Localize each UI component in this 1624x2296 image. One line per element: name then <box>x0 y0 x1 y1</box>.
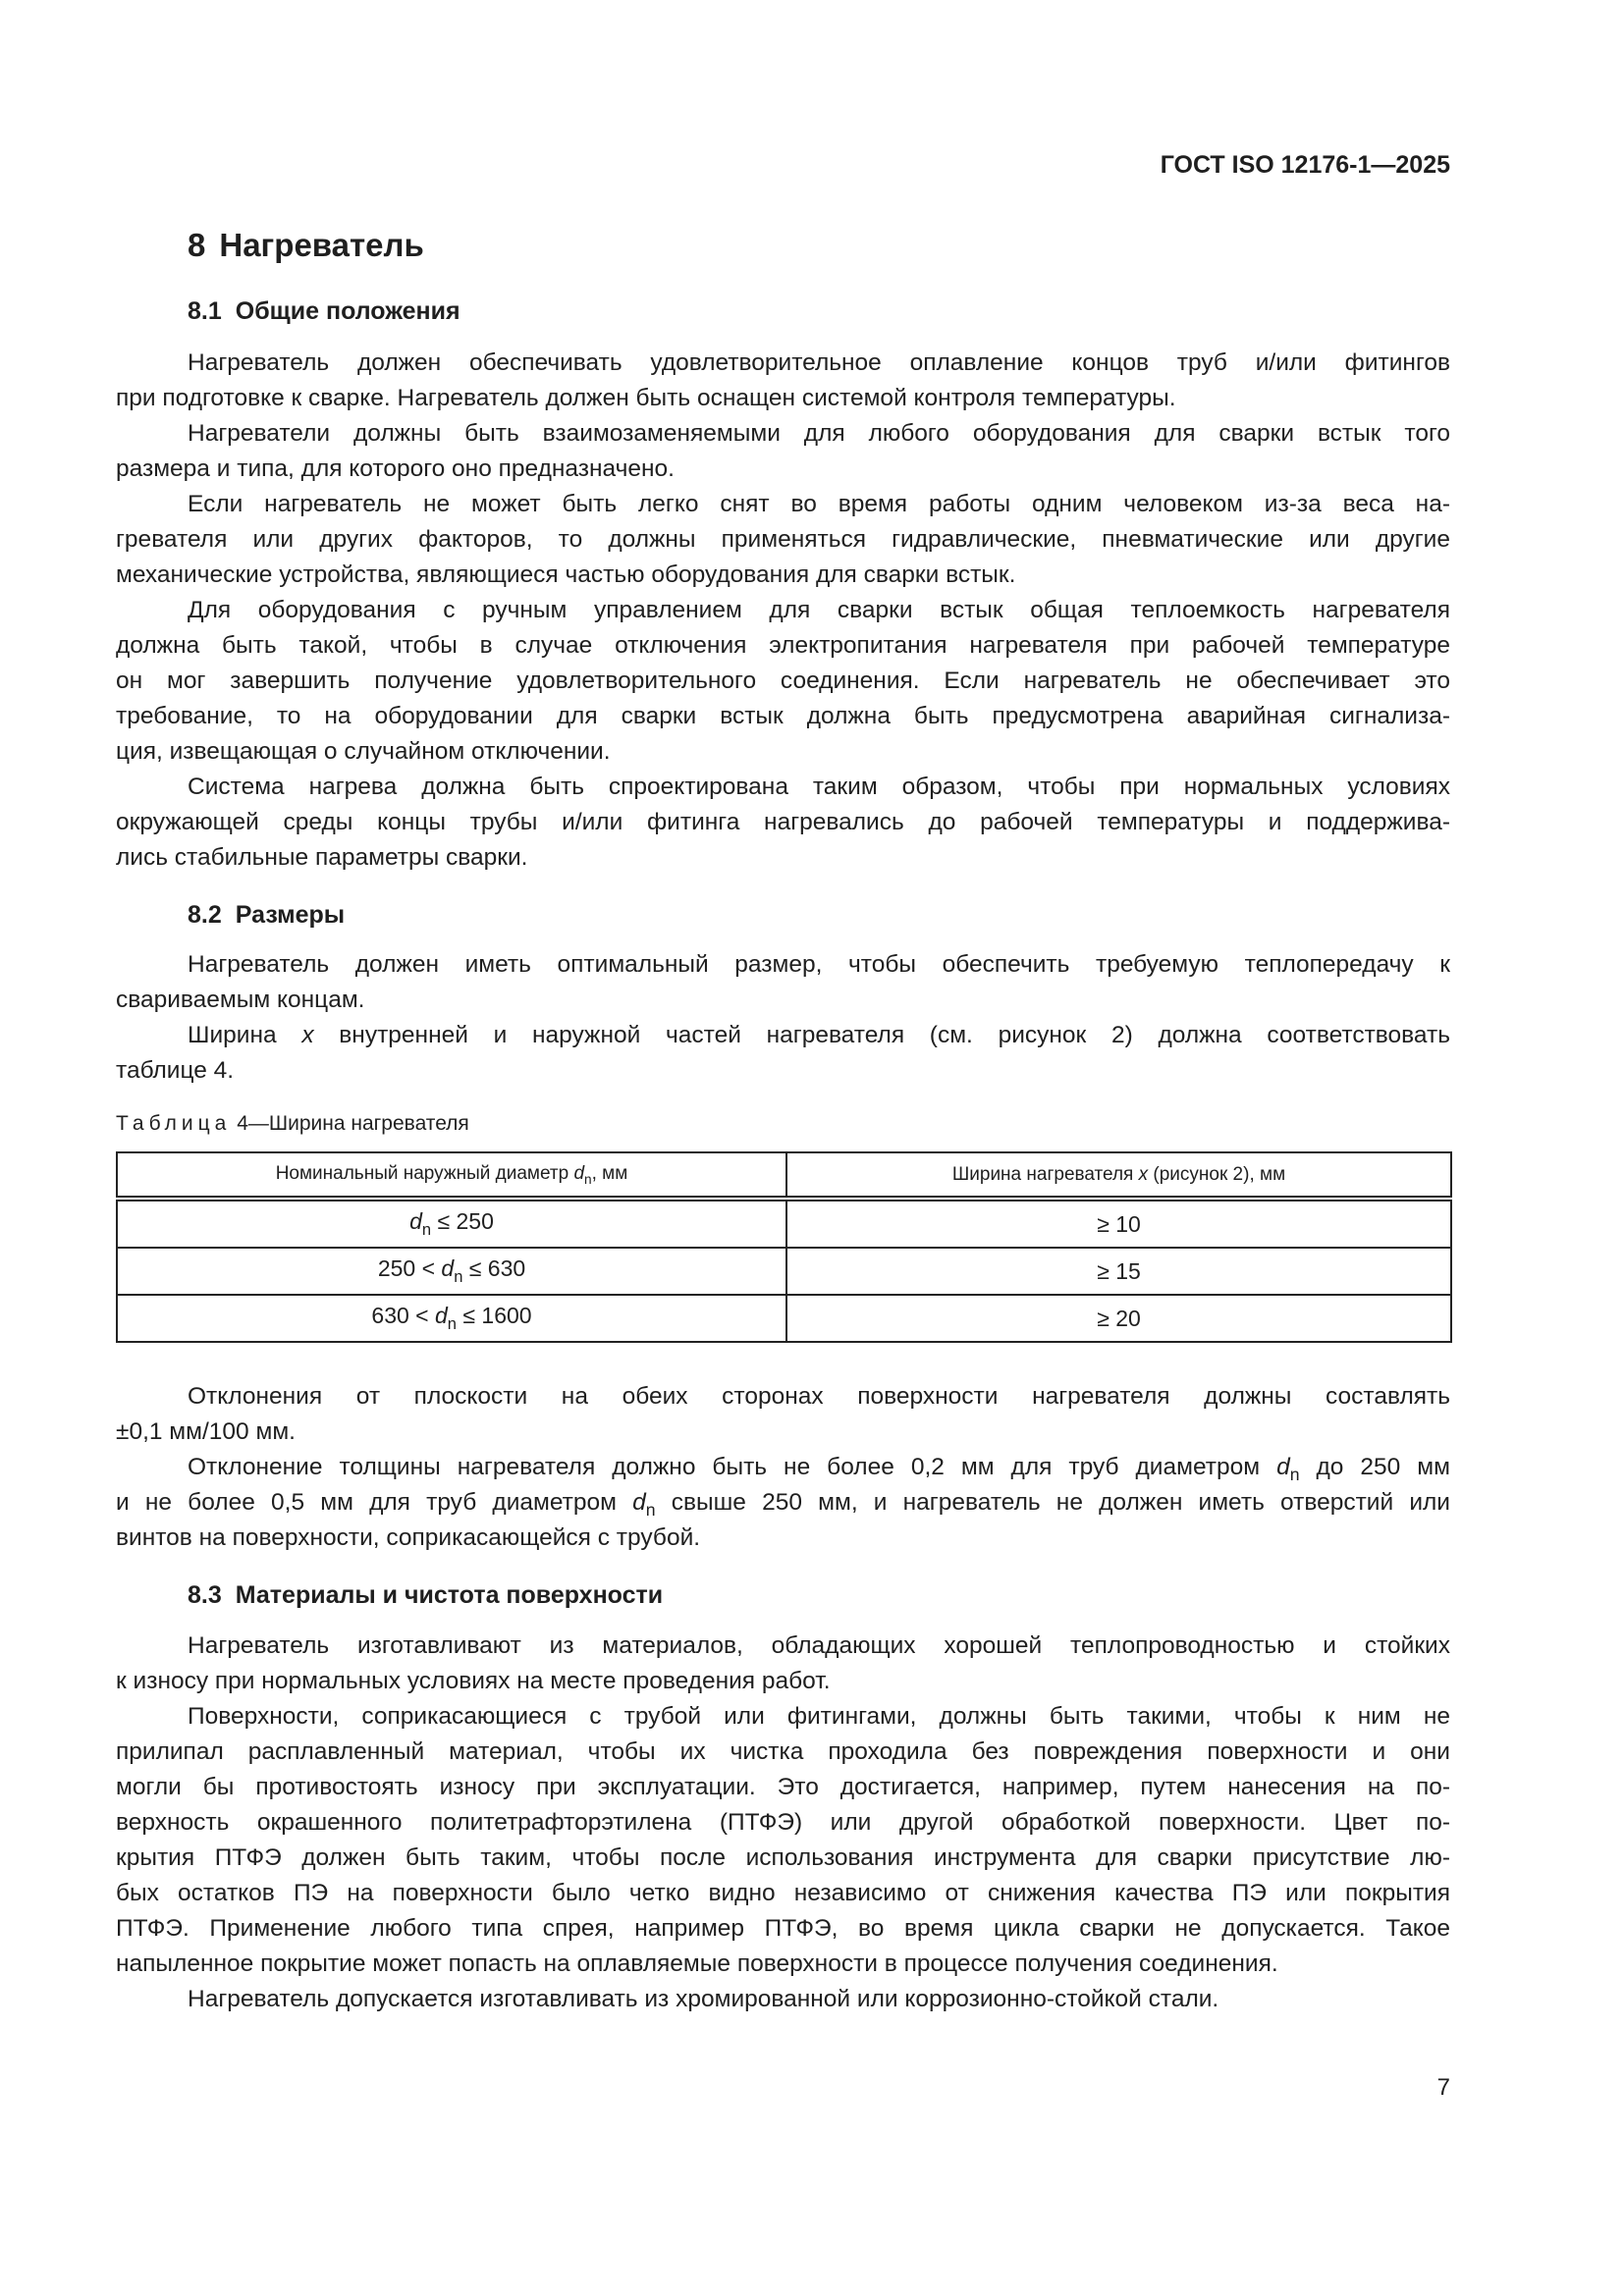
paragraph-line <box>116 840 1450 876</box>
paragraph-line <box>116 1379 1450 1415</box>
table-cell <box>117 1248 786 1295</box>
text-run: Нагреватель допускается изготавливать из хромированной или коррозионно-стойкой стали. <box>188 1986 1219 2012</box>
text-run: Поверхности, соприкасающиеся с трубой или фитингами, должны быть такими, чтобы к ним не <box>188 1703 1450 1730</box>
text-run: Для оборудования с ручным управлением для сварки встык общая теплоемкость нагревателя <box>188 597 1450 623</box>
paragraph-line <box>116 522 1450 558</box>
subsection-title: Общие положения <box>235 297 460 325</box>
math-variable: $d_n$ <box>632 1489 656 1521</box>
text-block-deviations <box>116 1379 1450 1556</box>
paragraph-line <box>116 416 1450 452</box>
column-header <box>786 1152 1451 1199</box>
text-run: размера и типа, для которого оно предназначено. <box>116 455 675 482</box>
paragraph-line <box>116 1841 1450 1876</box>
paragraph-line <box>116 770 1450 805</box>
text-run: ≤ 1600 <box>457 1303 532 1329</box>
text-run: Номинальный наружный диаметр <box>275 1162 574 1184</box>
math-variable: $d_n$ <box>1276 1454 1300 1485</box>
text-run: механические устройства, являющиеся частью оборудования для сварки встык. <box>116 561 1016 588</box>
caption-title: Ширина нагревателя <box>268 1112 469 1135</box>
paragraph-line <box>116 1699 1450 1735</box>
text-run: Система нагрева должна быть спроектирована таким образом, чтобы при нормальных условиях <box>188 774 1450 800</box>
subsection-number: 8.1 <box>188 297 222 325</box>
subsection-heading-8-2 <box>188 897 345 933</box>
text-run: окружающей среды концы трубы и/или фитинга нагревались до рабочей температуры и поддержива- <box>116 809 1450 835</box>
text-run: до 250 мм <box>1299 1454 1450 1480</box>
table-cell <box>117 1199 786 1248</box>
caption-dash: — <box>247 1112 269 1135</box>
paragraph-line <box>116 1947 1450 1982</box>
paragraph-line <box>116 983 1450 1018</box>
paragraph <box>116 487 1450 593</box>
text-run: 630 < <box>371 1303 435 1329</box>
table-cell <box>786 1199 1451 1248</box>
text-run: ≥ 15 <box>1097 1257 1141 1284</box>
subsection-heading-8-1 <box>188 294 460 329</box>
text-run: ция, извещающая о случайном отключении. <box>116 738 611 765</box>
text-run: таблице 4. <box>116 1057 235 1084</box>
text-run: напыленное покрытие может попасть на оплавляемые поверхности в процессе получения соединения. <box>116 1950 1278 1977</box>
table-caption <box>116 1107 469 1141</box>
text-run: Отклонение толщины нагревателя должно быть не более 0,2 мм для труб диаметром <box>188 1454 1277 1480</box>
table-cell <box>786 1295 1451 1342</box>
paragraph-line <box>116 346 1450 381</box>
variable-subscript: n <box>421 1219 432 1239</box>
text-run: 250 < <box>377 1255 442 1282</box>
text-run: лись стабильные параметры сварки. <box>116 844 528 871</box>
text-run: (рисунок 2), мм <box>1148 1163 1286 1185</box>
text-run: внутренней и наружной частей нагревателя (см. рисунок 2) должна соответствовать <box>313 1022 1450 1048</box>
table-row <box>117 1199 1451 1248</box>
math-variable: $d_n$ <box>441 1255 463 1286</box>
paragraph-line <box>116 1018 1450 1053</box>
text-run: прилипал расплавленный материал, чтобы их чистка проходила без повреждения поверхности и они <box>116 1738 1450 1765</box>
text-run: ≥ 10 <box>1097 1210 1141 1237</box>
text-run: ≤ 630 <box>462 1255 526 1282</box>
variable-subscript: n <box>1289 1465 1300 1485</box>
text-run: при подготовке к сварке. Нагреватель должен быть оснащен системой контроля температуры. <box>116 385 1176 411</box>
section-number: 8 <box>188 227 206 263</box>
text-run: Нагреватели должны быть взаимозаменяемыми для любого оборудования для сварки встык того <box>188 420 1450 447</box>
table-row <box>117 1248 1451 1295</box>
text-run: ≤ 250 <box>431 1208 494 1235</box>
text-run: Нагреватель изготавливают из материалов, обладающих хорошей теплопроводностью и стойких <box>188 1632 1450 1659</box>
text-run: Ширина нагревателя <box>951 1163 1139 1185</box>
paragraph <box>116 346 1450 416</box>
paragraph-line <box>116 1629 1450 1664</box>
variable-subscript: n <box>645 1500 656 1521</box>
text-run: Если нагреватель не может быть легко снят во время работы одним человеком из-за веса на- <box>188 491 1450 517</box>
table-cell <box>786 1248 1451 1295</box>
paragraph-line <box>116 593 1450 628</box>
section-heading <box>188 226 424 265</box>
text-run: верхность окрашенного политетрафторэтилена (ПТФЭ) или другой обработкой поверхности. Цвет по- <box>116 1809 1450 1836</box>
paragraph-line <box>116 1876 1450 1911</box>
text-run: свыше 250 мм, и нагреватель не должен иметь отверстий или <box>655 1489 1450 1516</box>
text-run: свариваемым концам. <box>116 987 365 1013</box>
subsection-heading-8-3 <box>188 1577 663 1613</box>
text-run: ПТФЭ. Применение любого типа спрея, например ПТФЭ, во время цикла сварки не допускается. Такое <box>116 1915 1450 1942</box>
subsection-number: 8.2 <box>188 901 222 929</box>
variable-subscript: n <box>584 1171 592 1187</box>
paragraph-line <box>116 1805 1450 1841</box>
paragraph <box>116 593 1450 770</box>
variable-subscript: n <box>447 1313 457 1333</box>
paragraph-line <box>116 1735 1450 1770</box>
text-run: Ширина <box>188 1022 302 1048</box>
paragraph <box>116 1450 1450 1556</box>
paragraph-line <box>116 664 1450 699</box>
text-block-dimensions <box>116 947 1450 1089</box>
paragraph-line <box>116 734 1450 770</box>
section-title: Нагреватель <box>219 227 424 263</box>
paragraph-line <box>116 1911 1450 1947</box>
paragraph-line <box>116 699 1450 734</box>
variable-subscript: n <box>454 1266 463 1286</box>
text-run: и не более 0,5 мм для труб диаметром <box>116 1489 633 1516</box>
math-variable: $d_n$ <box>573 1162 592 1187</box>
paragraph-line <box>116 628 1450 664</box>
text-run: к износу при нормальных условиях на месте проведения работ. <box>116 1668 831 1694</box>
text-run: могли бы противостоять износу при эксплуатации. Это достигается, например, путем нанесения на по- <box>116 1774 1450 1800</box>
text-run: Нагреватель должен обеспечивать удовлетворительное оплавление концов труб и/или фитингов <box>188 349 1450 376</box>
paragraph-line <box>116 558 1450 593</box>
paragraph <box>116 1982 1450 2017</box>
paragraph <box>116 1379 1450 1450</box>
paragraph-line <box>116 1664 1450 1699</box>
paragraph-line <box>116 947 1450 983</box>
paragraph <box>116 1629 1450 1699</box>
text-run: ±0,1 мм/100 мм. <box>116 1418 296 1445</box>
text-run: бых остатков ПЭ на поверхности было четко видно независимо от снижения качества ПЭ или покрытия <box>116 1880 1450 1906</box>
subsection-number: 8.3 <box>188 1581 222 1609</box>
paragraph <box>116 770 1450 876</box>
paragraph-line <box>116 1485 1450 1521</box>
math-variable: $d_n$ <box>435 1303 457 1333</box>
text-run: гревателя или других факторов, то должны применяться гидравлические, пневматические или другие <box>116 526 1450 553</box>
paragraph-line <box>116 1770 1450 1805</box>
text-run: должна быть такой, чтобы в случае отключения электропитания нагревателя при рабочей температуре <box>116 632 1450 659</box>
paragraph-line <box>116 1982 1450 2017</box>
paragraph-line <box>116 487 1450 522</box>
text-run: , мм <box>591 1162 628 1184</box>
text-run: он мог завершить получение удовлетворительного соединения. Если нагреватель не обеспечивает это <box>116 667 1450 694</box>
paragraph-line <box>116 1053 1450 1089</box>
paragraph-line <box>116 1450 1450 1485</box>
text-run: Отклонения от плоскости на обеих сторонах поверхности нагревателя должны составлять <box>188 1383 1450 1410</box>
heater-width-table <box>116 1151 1452 1343</box>
text-block-materials <box>116 1629 1450 2017</box>
text-run: винтов на поверхности, соприкасающейся с трубой. <box>116 1524 701 1551</box>
page-number: 7 <box>1436 2074 1450 2101</box>
paragraph <box>116 1018 1450 1089</box>
table-cell <box>117 1295 786 1342</box>
paragraph <box>116 416 1450 487</box>
math-variable: x <box>1138 1163 1149 1185</box>
column-header <box>117 1152 786 1199</box>
paragraph-line <box>116 805 1450 840</box>
text-run: требование, то на оборудовании для сварки встык должна быть предусмотрена аварийная сигнализа- <box>116 703 1450 729</box>
paragraph-line <box>116 1415 1450 1450</box>
caption-number: 4 <box>237 1112 248 1135</box>
paragraph <box>116 1699 1450 1982</box>
text-run: Нагреватель должен иметь оптимальный размер, чтобы обеспечить требуемую теплопередачу к <box>188 951 1450 978</box>
text-run: крытия ПТФЭ должен быть таким, чтобы после использования инструмента для сварки присутствие лю- <box>116 1844 1450 1871</box>
caption-label: Таблица <box>116 1112 232 1135</box>
table-row <box>117 1295 1451 1342</box>
subsection-title: Материалы и чистота поверхности <box>235 1581 664 1609</box>
paragraph-line <box>116 381 1450 416</box>
paragraph <box>116 947 1450 1018</box>
paragraph-line <box>116 1521 1450 1556</box>
table-header-row <box>117 1152 1451 1199</box>
text-block-general <box>116 346 1450 876</box>
math-variable: x <box>301 1022 314 1048</box>
subsection-title: Размеры <box>235 901 346 929</box>
text-run: ≥ 20 <box>1097 1305 1141 1331</box>
paragraph-line <box>116 452 1450 487</box>
math-variable: $d_n$ <box>409 1208 432 1239</box>
document-header: ГОСТ ISO 12176-1—2025 <box>1160 151 1450 179</box>
